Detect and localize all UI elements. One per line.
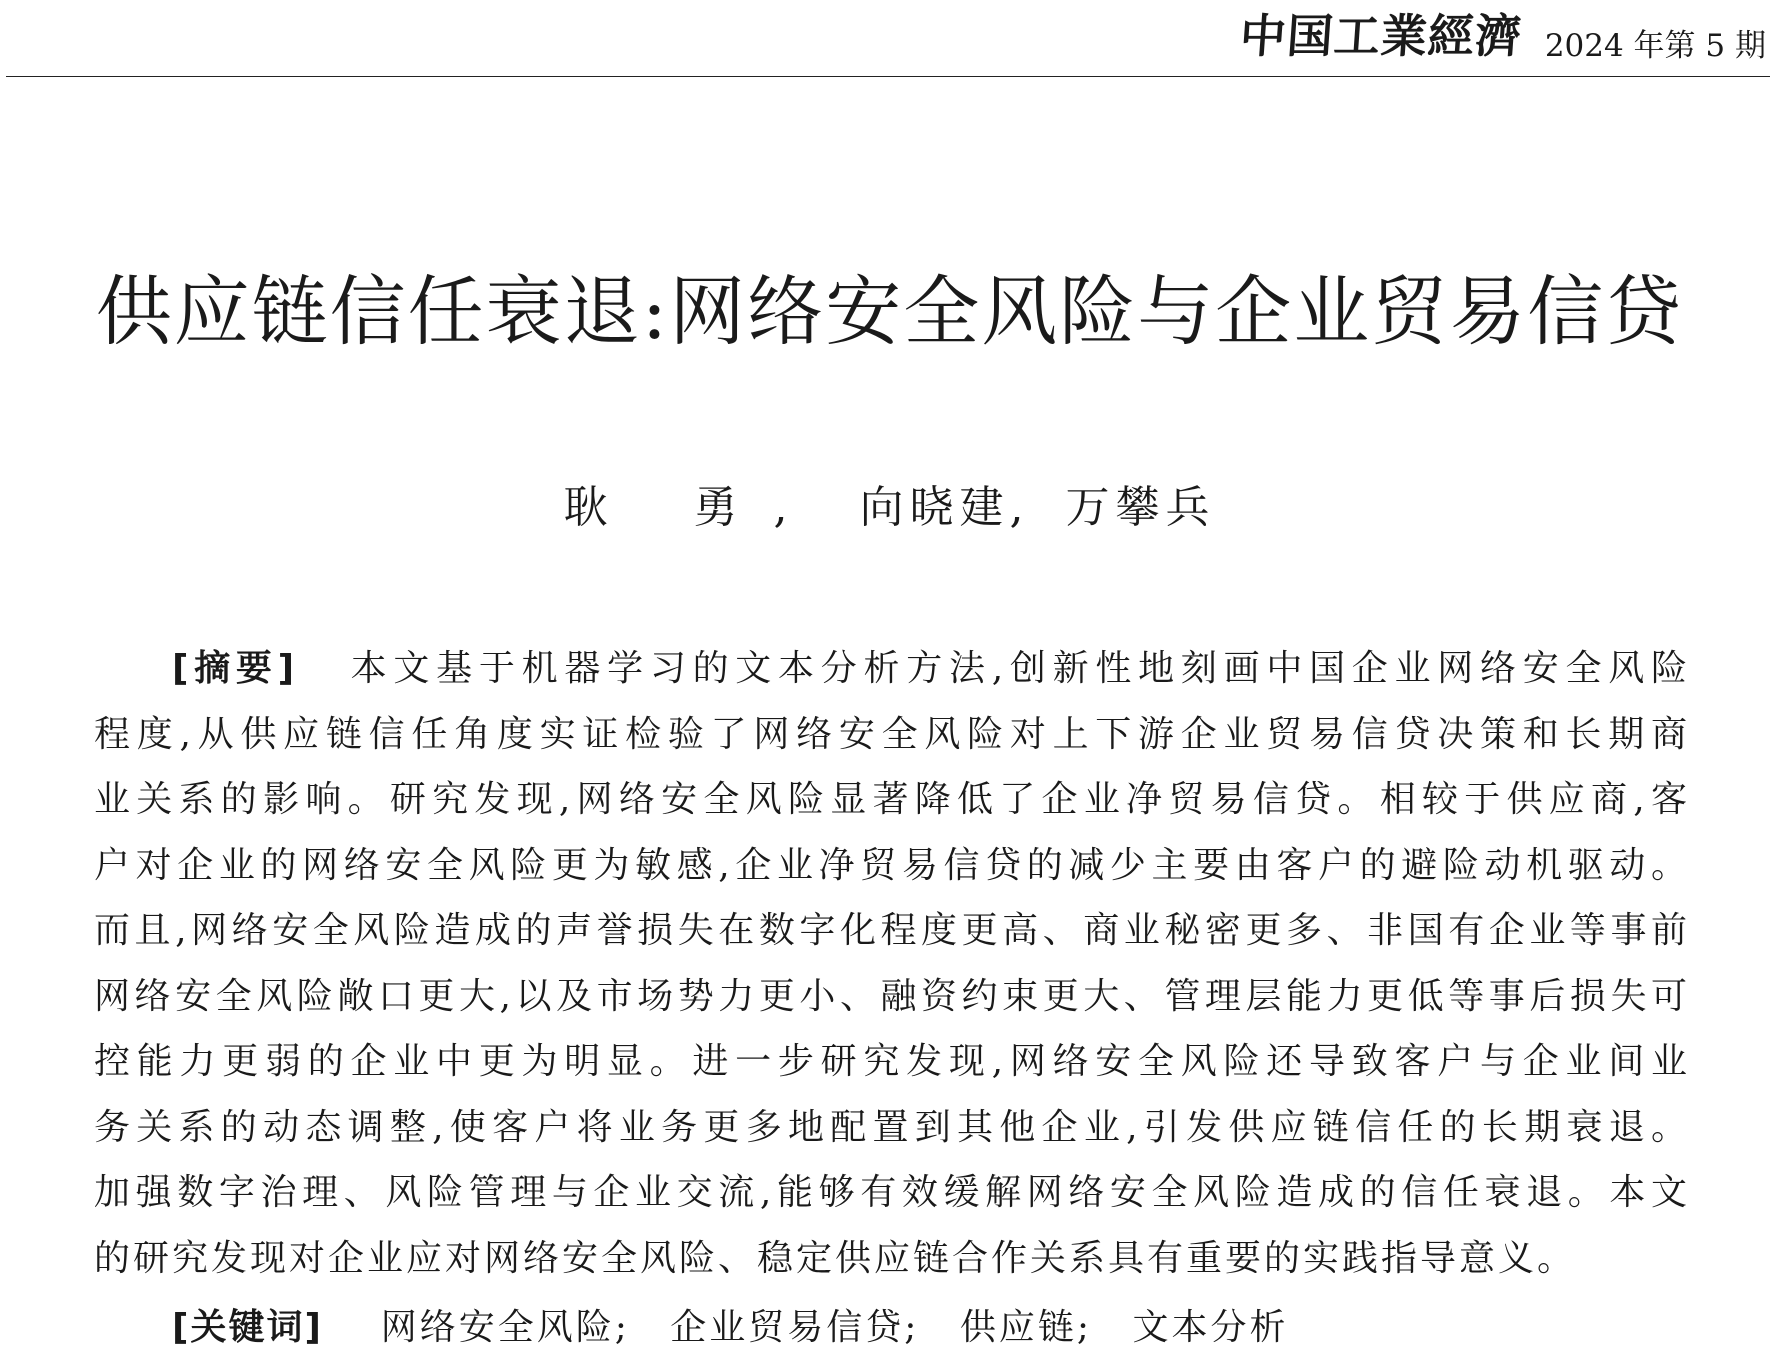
keyword: 网络安全风险;	[380, 1307, 630, 1348]
keywords-label: [关键词]	[172, 1307, 323, 1348]
abstract-line: 务关系的动态调整,使客户将业务更多地配置到其他企业,引发供应链信任的长期衰退。	[94, 1106, 1690, 1148]
author-list	[0, 478, 1779, 538]
keyword: 文本分析	[1132, 1307, 1289, 1348]
author-1: 耿 勇,	[563, 482, 824, 533]
abstract	[94, 636, 1690, 1291]
abstract-label: [摘要]	[172, 648, 297, 689]
abstract-line: 而且,网络安全风险造成的声誉损失在数字化程度更高、商业秘密更多、非国有企业等事前	[94, 910, 1690, 951]
journal-header	[6, 0, 1770, 77]
abstract-line: 户对企业的网络安全风险更为敏感,企业净贸易信贷的减少主要由客户的避险动机驱动。	[94, 844, 1690, 886]
journal-name: 中国工業經濟	[1238, 9, 1524, 63]
paper-title: 供应链信任衰退:网络安全风险与企业贸易信贷	[95, 267, 1684, 356]
keywords	[172, 1300, 1315, 1356]
abstract-line: 网络安全风险敞口更大,以及市场势力更小、融资约束更大、管理层能力更低等事后损失可	[94, 975, 1690, 1017]
keyword: 供应链;	[959, 1307, 1093, 1348]
abstract-line: 业关系的影响。研究发现,网络安全风险显著降低了企业净贸易信贷。相较于供应商,客	[94, 779, 1690, 820]
abstract-line: 程度,从供应链信任角度实证检验了网络安全风险对上下游企业贸易信贷决策和长期商	[94, 713, 1690, 755]
abstract-line: 的研究发现对企业应对网络安全风险、稳定供应链合作关系具有重要的实践指导意义。	[94, 1237, 1577, 1279]
abstract-line: [摘要] 本文基于机器学习的文本分析方法,创新性地刻画中国企业网络安全风险	[172, 648, 1690, 689]
author-2: 向晓建,	[859, 482, 1030, 533]
abstract-line: 加强数字治理、风险管理与企业交流,能够有效缓解网络安全风险造成的信任衰退。本文	[94, 1172, 1690, 1213]
keyword: 企业贸易信贷;	[670, 1307, 920, 1348]
author-3: 万攀兵	[1065, 482, 1216, 533]
issue-number: 2024 年第 5 期	[1544, 28, 1766, 64]
abstract-line: 控能力更弱的企业中更为明显。进一步研究发现,网络安全风险还导致客户与企业间业	[94, 1041, 1690, 1082]
